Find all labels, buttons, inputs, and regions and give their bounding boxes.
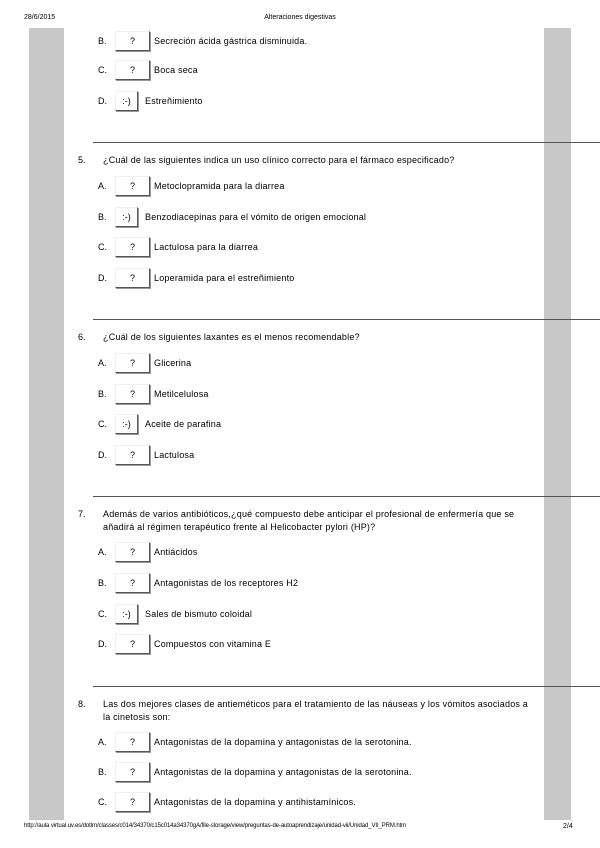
- answer-mark-button[interactable]: ?: [115, 60, 150, 80]
- question-text: ¿Cuál de los siguientes laxantes es el menos recomendable?: [103, 332, 360, 342]
- option-text: Metilcelulosa: [154, 389, 209, 399]
- page-number: 2/4: [563, 823, 573, 830]
- option-text: Lactulosa: [154, 450, 195, 460]
- option-letter: A.: [98, 737, 107, 747]
- question-text: Las dos mejores clases de antieméticos para el tratamiento de las náuseas y los vómitos asociados a la cinetosis son:: [103, 699, 529, 722]
- question-divider: [93, 142, 600, 143]
- option-text: Lactulosa para la diarrea: [154, 242, 259, 252]
- option-letter: B.: [98, 578, 107, 588]
- option-letter: B.: [98, 212, 107, 222]
- question-divider: [93, 686, 600, 687]
- answer-mark-button[interactable]: ?: [115, 445, 150, 465]
- option-text: Antagonistas de la dopamina y antihistamínicos.: [154, 797, 357, 807]
- correct-answer-button[interactable]: :-): [115, 207, 138, 227]
- correct-answer-button[interactable]: :-): [115, 414, 138, 434]
- option-letter: D.: [98, 273, 107, 283]
- option-text: Secreción ácida gástrica disminuida.: [154, 36, 308, 46]
- question-divider: [93, 496, 600, 497]
- question-text: Además de varios antibióticos,¿qué compuesto debe anticipar el profesional de enfermería que se añadirá al régimen terapéutico frente al Helicobacter pylori (HP)?: [103, 509, 515, 532]
- option-text: Antagonistas de los receptores H2: [154, 578, 299, 588]
- question-panel: [64, 28, 544, 820]
- option-letter: C.: [98, 65, 107, 75]
- option-text: Aceite de parafina: [145, 419, 222, 429]
- correct-answer-button[interactable]: :-): [115, 604, 138, 624]
- option-letter: A.: [98, 358, 107, 368]
- question-divider: [93, 319, 600, 320]
- answer-mark-button[interactable]: ?: [115, 268, 150, 288]
- question-number: 5.: [78, 155, 86, 165]
- page-url: http://aula virtual.uv.es/dotlrn/classes/c014/34370/c15c014a34370gA/file-storage/view/preguntas-de-autoaprendizaje/unidad-vii/Unidad_VII_PRM.htm: [24, 823, 407, 829]
- option-text: Estreñimiento: [145, 96, 203, 106]
- answer-mark-button[interactable]: ?: [115, 384, 150, 404]
- option-letter: B.: [98, 36, 107, 46]
- option-text: Loperamida para el estreñimiento: [154, 273, 295, 283]
- answer-mark-button[interactable]: ?: [115, 31, 150, 51]
- option-text: Antagonistas de la dopamina y antagonistas de la serotonina.: [154, 737, 412, 747]
- option-text: Antagonistas de la dopamina y antagonistas de la serotonina.: [154, 767, 412, 777]
- question-number: 7.: [78, 509, 86, 519]
- page-title: Alteraciones digestivas: [264, 14, 336, 21]
- option-letter: A.: [98, 181, 107, 191]
- print-date: 28/6/2015: [24, 14, 56, 21]
- answer-mark-button[interactable]: ?: [115, 237, 150, 257]
- question-number: 6.: [78, 332, 86, 342]
- answer-mark-button[interactable]: ?: [115, 732, 150, 752]
- answer-mark-button[interactable]: ?: [115, 792, 150, 812]
- answer-mark-button[interactable]: ?: [115, 573, 150, 593]
- option-letter: C.: [98, 797, 107, 807]
- answer-mark-button[interactable]: ?: [115, 634, 150, 654]
- option-letter: C.: [98, 609, 107, 619]
- option-letter: D.: [98, 96, 107, 106]
- answer-mark-button[interactable]: ?: [115, 762, 150, 782]
- option-letter: B.: [98, 389, 107, 399]
- option-letter: B.: [98, 767, 107, 777]
- left-margin-bar: [29, 28, 64, 820]
- answer-mark-button[interactable]: ?: [115, 176, 150, 196]
- option-text: Benzodiacepinas para el vómito de origen emocional: [145, 212, 367, 222]
- option-letter: A.: [98, 547, 107, 557]
- option-text: Compuestos con vitamina E: [154, 639, 272, 649]
- question-text: ¿Cuál de las siguientes indica un uso clínico correcto para el fármaco especificado?: [103, 155, 455, 165]
- option-text: Sales de bismuto coloidal: [145, 609, 253, 619]
- option-text: Boca seca: [154, 65, 198, 75]
- option-letter: C.: [98, 242, 107, 252]
- option-text: Metoclopramida para la diarrea: [154, 181, 285, 191]
- right-margin-bar: [544, 28, 571, 820]
- option-text: Antiácidos: [154, 547, 198, 557]
- option-text: Glicerina: [154, 358, 192, 368]
- question-number: 8.: [78, 699, 86, 709]
- option-letter: D.: [98, 450, 107, 460]
- correct-answer-button[interactable]: :-): [115, 91, 138, 111]
- answer-mark-button[interactable]: ?: [115, 542, 150, 562]
- option-letter: C.: [98, 419, 107, 429]
- option-letter: D.: [98, 639, 107, 649]
- answer-mark-button[interactable]: ?: [115, 353, 150, 373]
